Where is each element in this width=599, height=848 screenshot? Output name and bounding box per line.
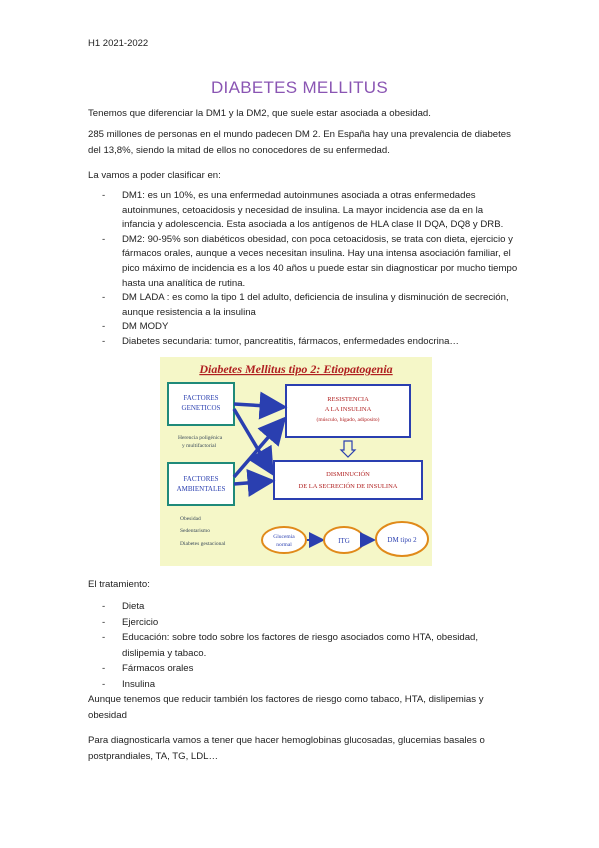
ambientales-item-1: Obesidad <box>180 516 201 522</box>
etiopatogenia-figure <box>160 357 432 566</box>
resistencia-line3: (músculo, hígado, adiposito) <box>316 417 380 423</box>
intro-paragraph-1: Tenemos que diferenciar la DM1 y la DM2, que suele estar asociada a obesidad. <box>88 108 431 119</box>
list-item: - Dieta <box>88 599 518 615</box>
factores-geneticos-line1: FACTORES <box>183 394 219 402</box>
outro-paragraph-2: Para diagnosticarla vamos a tener que hacer hemoglobinas glucosadas, glucemias basales o postprandiales, TA, TG, LDL… <box>88 735 485 762</box>
disminucion-box <box>274 461 422 499</box>
tratamiento-label: El tratamiento: <box>88 579 150 590</box>
resistencia-line1: RESISTENCIA <box>327 396 369 403</box>
factores-ambientales-line2: AMBIENTALES <box>176 485 226 493</box>
list-item: - DM1: es un 10%, es una enfermedad autoinmunes asociada a otras enfermedades autoinmunes, cetoacidosis y necesidad de insulina. La mayor incidencia ase da en la infancia y adolescencia. Esta asociada a los antígenos de HLA clase II DQA, DQ8 y DRB. <box>88 189 518 233</box>
list-item: - DM LADA : es como la tipo 1 del adulto, deficiencia de insulina y disminución de secreción, aunque resistencia a la insulina <box>88 291 518 320</box>
list-item: - Insulina <box>88 677 518 693</box>
figure-title: Diabetes Mellitus tipo 2: Etiopatogenia <box>199 362 393 376</box>
resistencia-line2: A LA INSULINA <box>324 406 372 413</box>
glucemia-line1: Glucemia <box>273 534 295 540</box>
glucemia-line2: normal <box>276 542 292 548</box>
factores-geneticos-line2: GENETICOS <box>181 404 221 412</box>
etiopatogenia-diagram <box>160 357 432 566</box>
herencia-line2: y multifactorial <box>182 443 217 449</box>
list-item: - Diabetes secundaria: tumor, pancreatitis, fármacos, enfermedades endocrina… <box>88 335 518 350</box>
itg-label: ITG <box>338 537 350 545</box>
intro-paragraph-2: 285 millones de personas en el mundo padecen DM 2. En España hay una prevalencia de diabetes del 13,8%, siendo la mitad de ellos no conocedores de su enfermedad. <box>88 129 511 156</box>
disminucion-line2: DE LA SECRECIÓN DE INSULINA <box>298 483 398 490</box>
factores-ambientales-line1: FACTORES <box>183 475 219 483</box>
ambientales-item-2: Sedentarismo <box>180 528 210 534</box>
list-item: - Fármacos orales <box>88 661 518 677</box>
tratamiento-list <box>88 599 518 692</box>
factores-ambientales-box <box>168 463 234 505</box>
intro-paragraph-3: La vamos a poder clasificar en: <box>88 170 221 181</box>
outro-paragraph-1: Aunque tenemos que reducir también los factores de riesgo como tabaco, HTA, dislipemias y obesidad <box>88 694 484 721</box>
herencia-line1: Herencia poligénica <box>178 435 223 441</box>
page-header: H1 2021-2022 <box>88 38 149 49</box>
page-title: DIABETES MELLITUS <box>210 78 389 97</box>
list-item: - Educación: sobre todo sobre los factores de riesgo asociados como HTA, obesidad, dislipemia y tabaco. <box>88 630 518 661</box>
list-item: - DM MODY <box>88 320 518 335</box>
dm2-label: DM tipo 2 <box>387 536 417 544</box>
glucemia-oval <box>262 527 306 553</box>
classification-list <box>88 189 518 350</box>
list-item: - Ejercicio <box>88 615 518 631</box>
ambientales-item-3: Diabetes gestacional <box>180 541 226 547</box>
disminucion-line1: DISMINUCIÓN <box>326 471 370 478</box>
list-item: - DM2: 90-95% son diabéticos obesidad, con poca cetoacidosis, se trata con dieta, ejercicio y fármacos orales, aunque a veces necesitan insulina. Hay una intensa asociación familiar, el pico máximo de incidencia es a los 40 años u puede estar sin diagnosticar por mucho tiempo hasta una analítica de rutina. <box>88 233 518 291</box>
